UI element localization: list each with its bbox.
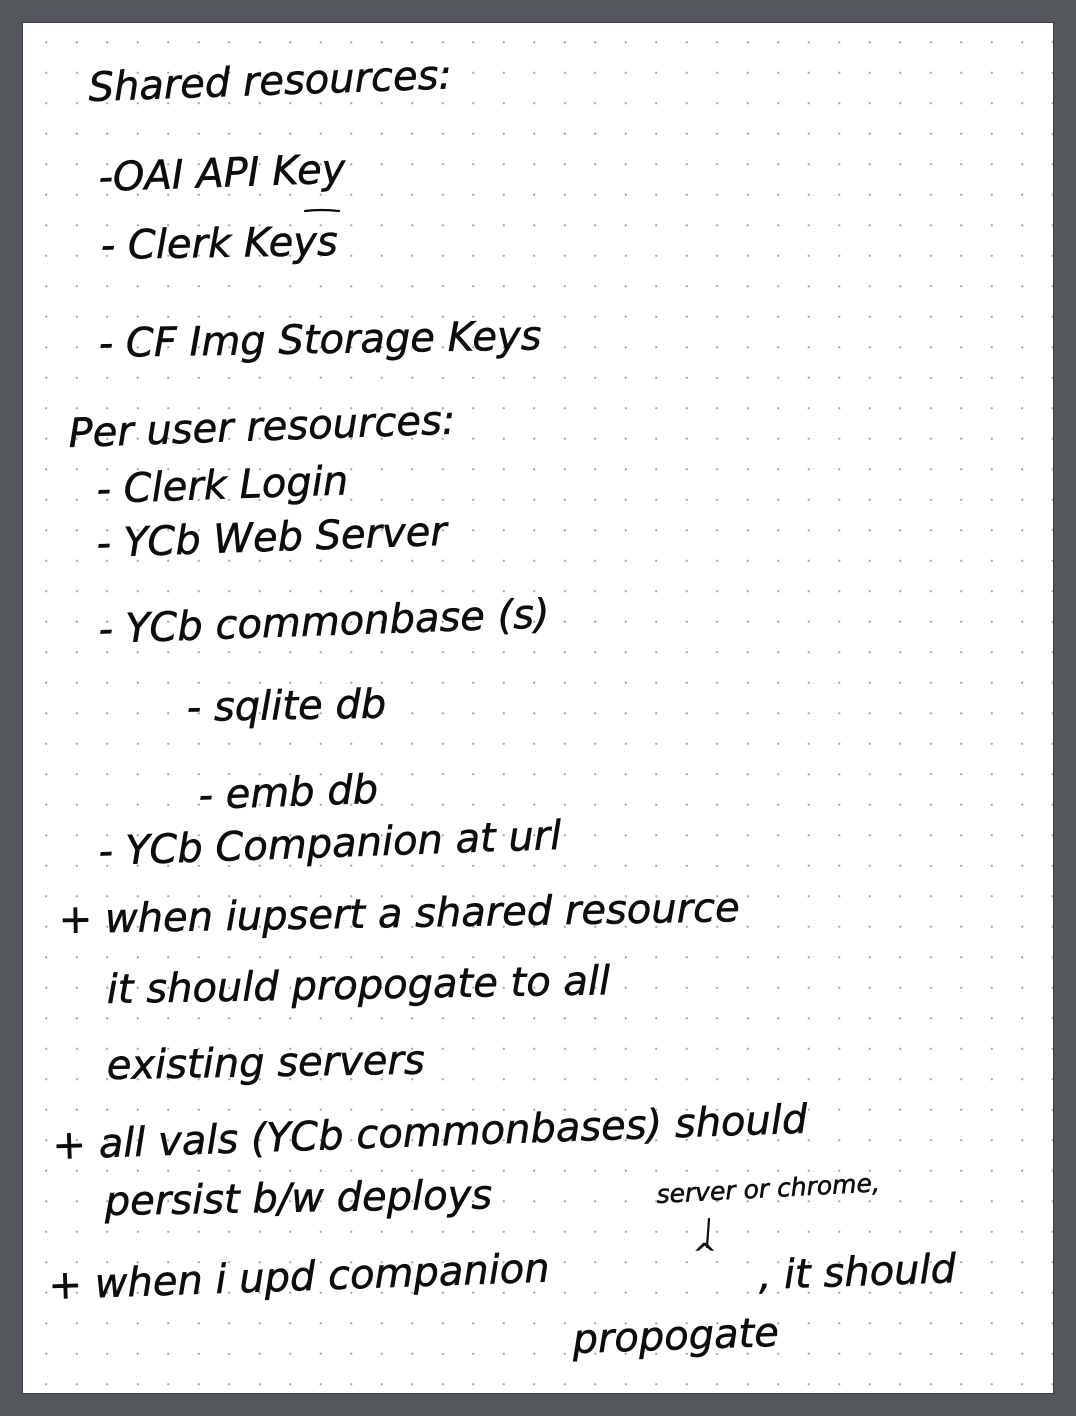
rule-companion-end: propogate xyxy=(571,1309,780,1363)
per-user-item-ycb-commonbase: - YCb commonbase (s) xyxy=(97,591,551,653)
insert-caret: ^ xyxy=(693,1237,717,1270)
notebook-page xyxy=(22,22,1054,1394)
commonbase-subitem-sqlite-db: - sqlite db xyxy=(186,681,387,731)
heading-shared-resources: Shared resources: xyxy=(87,52,453,111)
rule-persist-line-2: persist b/w deploys xyxy=(104,1172,493,1225)
heading-per-user-resources: Per user resources: xyxy=(67,397,457,457)
commonbase-subitem-emb-db: - emb db xyxy=(197,766,379,819)
insert-annotation: server or chrome, xyxy=(655,1168,881,1209)
shared-item-oai-api-key: -OAI API Key xyxy=(97,146,347,201)
rule-upsert-line-1: + when iupsert a shared resource xyxy=(58,885,741,943)
rule-upsert-line-3: existing servers xyxy=(106,1037,426,1089)
rule-companion-continue: , it should xyxy=(757,1246,957,1299)
rule-companion-start: + when i upd companion xyxy=(47,1245,551,1309)
api-underline-stroke xyxy=(305,210,339,211)
per-user-item-ycb-web-server: - YCb Web Server xyxy=(95,508,448,567)
shared-item-cf-img-storage-keys: - CF Img Storage Keys xyxy=(98,313,542,367)
handwritten-note xyxy=(23,23,1054,1394)
per-user-item-clerk-login: - Clerk Login xyxy=(95,458,349,513)
rule-persist-line-1: + all vals (YCb commonbases) should xyxy=(51,1096,809,1169)
per-user-item-ycb-companion: - YCb Companion at url xyxy=(97,812,563,875)
rule-upsert-line-2: it should propogate to all xyxy=(106,958,611,1013)
shared-item-clerk-keys: - Clerk Keys xyxy=(100,218,339,269)
